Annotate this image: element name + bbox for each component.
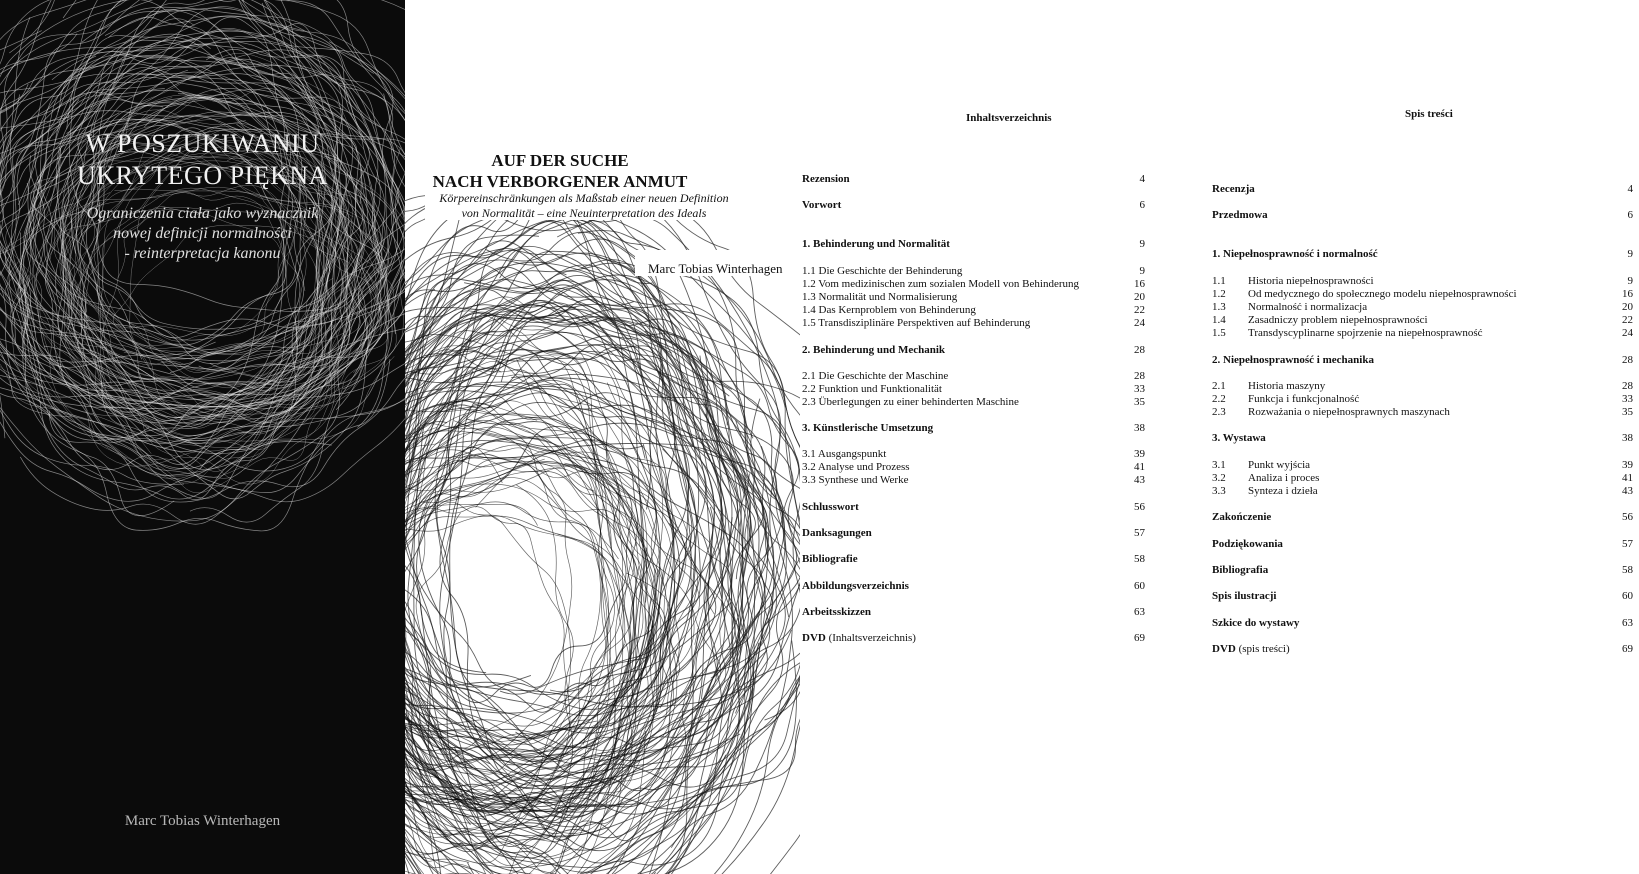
toc-heading: Inhaltsverzeichnis <box>966 112 1052 124</box>
toc-entry-page-number: 41 <box>1134 461 1145 473</box>
toc-entry-number: 1.5 <box>1212 327 1226 339</box>
toc-entry <box>802 303 976 317</box>
toc-entry <box>802 382 942 396</box>
toc-entry-number: 1.1 <box>1212 275 1226 287</box>
toc-entry-label: Szkice do wystawy <box>1212 617 1300 629</box>
toc-entry <box>1212 313 1428 327</box>
toc-entry-page-number: 6 <box>1627 209 1633 221</box>
toc-entry-label: 1. Niepełnosprawność i normalność <box>1212 248 1378 260</box>
toc-entry-label: Podziękowania <box>1212 538 1283 550</box>
toc-entry-page-number: 56 <box>1134 501 1145 513</box>
toc-entry <box>802 237 950 251</box>
toc-entry-label: 1.2 Vom medizinischen zum sozialen Modell von Behinderung <box>802 278 1079 290</box>
toc-entry-page-number: 9 <box>1139 238 1145 250</box>
toc-entry <box>802 369 948 383</box>
toc-entry <box>802 264 962 278</box>
toc-entry-label: Rezension <box>802 173 850 185</box>
toc-entry-label-suffix: (Inhaltsverzeichnis) <box>825 632 916 644</box>
toc-entry <box>1212 616 1299 630</box>
toc-entry <box>1212 353 1374 367</box>
toc-entry-number: 1.4 <box>1212 314 1226 326</box>
toc-entry <box>1212 458 1310 472</box>
toc-entry <box>1212 379 1325 393</box>
toc-entry-label: 3.2 Analyse und Prozess <box>802 461 910 473</box>
toc-entry-page-number: 28 <box>1622 354 1633 366</box>
toc-entry <box>1212 208 1268 222</box>
toc-entry <box>1212 287 1517 301</box>
toc-entry-page-number: 35 <box>1622 406 1633 418</box>
toc-entry <box>1212 510 1271 524</box>
toc-entry-label: Analiza i proces <box>1248 472 1320 484</box>
toc-entry-number: 1.2 <box>1212 288 1226 300</box>
toc-entry-label: 1. Behinderung und Normalität <box>802 238 950 250</box>
german-cover-subtitle-line1: Körpereinschränkungen als Maßstab einer neuen Definition <box>439 191 729 205</box>
toc-entry <box>1212 589 1276 603</box>
toc-entry-page-number: 60 <box>1134 580 1145 592</box>
toc-entry-label: Normalność i normalizacja <box>1248 301 1368 313</box>
toc-entry <box>802 526 872 540</box>
toc-entry-page-number: 35 <box>1134 396 1145 408</box>
toc-entry <box>802 421 933 435</box>
polish-cover-subtitle-line1: Ograniczenia ciała jako wyznacznik <box>86 205 319 222</box>
toc-entry-page-number: 63 <box>1622 617 1633 629</box>
toc-entry-page-number: 39 <box>1134 448 1145 460</box>
toc-entry-page-number: 69 <box>1622 643 1633 655</box>
toc-entry-label: Historia niepełnosprawności <box>1248 275 1374 287</box>
toc-entry-page-number: 16 <box>1622 288 1633 300</box>
toc-entry-page-number: 9 <box>1139 265 1145 277</box>
toc-entry-page-number: 16 <box>1134 278 1145 290</box>
toc-entry-page-number: 39 <box>1622 459 1633 471</box>
toc-entry-number: 2.1 <box>1212 380 1226 392</box>
toc-entry-label: 1.4 Das Kernproblem von Behinderung <box>802 304 976 316</box>
toc-entry <box>1212 274 1374 288</box>
toc-entry <box>802 460 910 474</box>
toc-entry-page-number: 20 <box>1622 301 1633 313</box>
toc-entry <box>802 447 886 461</box>
toc-entry-page-number: 4 <box>1627 183 1633 195</box>
polish-table-of-contents <box>1210 0 1639 874</box>
toc-entry <box>1212 431 1266 445</box>
toc-entry-label: Bibliografie <box>802 553 858 565</box>
toc-entry-page-number: 58 <box>1134 553 1145 565</box>
toc-entry-page-number: 6 <box>1139 199 1145 211</box>
toc-entry-label: Funkcja i funkcjonalność <box>1248 393 1360 405</box>
toc-entry-label: 1.5 Transdisziplinäre Perspektiven auf Behinderung <box>802 317 1031 329</box>
toc-entry-number: 2.2 <box>1212 393 1226 405</box>
german-cover-author: Marc Tobias Winterhagen <box>648 261 783 276</box>
toc-entry-page-number: 56 <box>1622 511 1633 523</box>
polish-cover <box>0 0 405 874</box>
toc-entry-label: Abbildungsverzeichnis <box>802 580 909 592</box>
toc-entry-page-number: 24 <box>1134 317 1145 329</box>
toc-entry-label: Zakończenie <box>1212 511 1272 523</box>
toc-entry <box>802 579 909 593</box>
german-cover <box>405 0 800 874</box>
toc-entry-page-number: 38 <box>1134 422 1145 434</box>
toc-entry-page-number: 28 <box>1622 380 1633 392</box>
toc-entry <box>802 473 908 487</box>
toc-entry <box>802 277 1079 291</box>
toc-entry <box>1212 537 1283 551</box>
toc-entry-page-number: 20 <box>1134 291 1145 303</box>
toc-entry <box>1212 300 1367 314</box>
toc-entry <box>802 605 871 619</box>
toc-entry-page-number: 43 <box>1622 485 1633 497</box>
toc-entry-number: 2.3 <box>1212 406 1226 418</box>
toc-entry <box>1212 247 1378 261</box>
toc-entry <box>802 198 841 212</box>
toc-entry-label: 2.2 Funktion und Funktionalität <box>802 383 942 395</box>
toc-entry-label: Arbeitsskizzen <box>802 606 872 618</box>
scribble-artwork-dark <box>405 0 800 874</box>
toc-entry <box>1212 326 1483 340</box>
toc-entry-label-suffix: (spis treści) <box>1235 643 1290 655</box>
toc-entry-label: Punkt wyjścia <box>1248 459 1311 471</box>
toc-entry-page-number: 43 <box>1134 474 1145 486</box>
toc-heading: Spis treści <box>1405 108 1453 120</box>
toc-entry-page-number: 28 <box>1134 370 1145 382</box>
toc-entry-label: Od medycznego do społecznego modelu niepełnosprawności <box>1248 288 1517 300</box>
toc-entry-label: DVD <box>802 632 826 644</box>
toc-entry-page-number: 22 <box>1134 304 1145 316</box>
toc-entry-page-number: 69 <box>1134 632 1145 644</box>
toc-entry-page-number: 58 <box>1622 564 1633 576</box>
toc-entry-label: Schlusswort <box>802 501 859 513</box>
toc-entry-page-number: 28 <box>1134 344 1145 356</box>
toc-entry-label: Bibliografia <box>1212 564 1269 576</box>
toc-entry-label: 1.1 Die Geschichte der Behinderung <box>802 265 963 277</box>
toc-entry-page-number: 9 <box>1627 248 1633 260</box>
toc-entry-label: Przedmowa <box>1212 209 1268 221</box>
toc-entry-label: Danksagungen <box>802 527 872 539</box>
toc-entry <box>802 500 859 514</box>
toc-entry-page-number: 57 <box>1622 538 1633 550</box>
toc-entry-label: 3.1 Ausgangspunkt <box>802 448 887 460</box>
toc-entry-label: Recenzja <box>1212 183 1255 195</box>
toc-entry <box>1212 392 1359 406</box>
toc-entry-label: DVD <box>1212 643 1236 655</box>
polish-cover-subtitle-line3: - reinterpretacja kanonu <box>124 245 281 262</box>
toc-entry <box>802 316 1030 330</box>
toc-entry-label: 2. Niepełnosprawność i mechanika <box>1212 354 1374 366</box>
toc-entry <box>802 395 1019 409</box>
toc-entry-page-number: 57 <box>1134 527 1145 539</box>
toc-entry-label: Zasadniczy problem niepełnosprawności <box>1248 314 1428 326</box>
toc-entry-page-number: 33 <box>1622 393 1633 405</box>
toc-entry-number: 3.1 <box>1212 459 1226 471</box>
toc-entry-number: 3.2 <box>1212 472 1226 484</box>
toc-entry <box>1212 182 1255 196</box>
toc-entry <box>802 172 850 186</box>
toc-entry-label: Historia maszyny <box>1248 380 1326 392</box>
toc-entry <box>1212 484 1318 498</box>
german-cover-title-line2: NACH VERBORGENER ANMUT <box>432 172 688 191</box>
toc-entry <box>1212 642 1290 656</box>
polish-cover-subtitle-line2: nowej definicji normalności <box>113 225 292 242</box>
german-cover-title-line1: AUF DER SUCHE <box>491 151 629 170</box>
toc-entry-label: 3.3 Synthese und Werke <box>802 474 909 486</box>
toc-entry <box>802 631 916 645</box>
toc-entry-number: 1.3 <box>1212 301 1226 313</box>
toc-entry <box>1212 563 1268 577</box>
toc-entry-label: Rozważania o niepełnosprawnych maszynach <box>1248 406 1450 418</box>
toc-entry-page-number: 22 <box>1622 314 1633 326</box>
toc-entry <box>802 552 858 566</box>
toc-entry-number: 3.3 <box>1212 485 1226 497</box>
toc-entry-label: 2.1 Die Geschichte der Maschine <box>802 370 949 382</box>
toc-entry-page-number: 38 <box>1622 432 1633 444</box>
toc-entry <box>802 343 945 357</box>
polish-cover-author: Marc Tobias Winterhagen <box>124 813 281 829</box>
toc-entry-page-number: 60 <box>1622 590 1633 602</box>
toc-entry <box>1212 471 1319 485</box>
german-table-of-contents <box>800 0 1210 874</box>
toc-entry-page-number: 33 <box>1134 383 1145 395</box>
toc-entry-page-number: 24 <box>1622 327 1633 339</box>
toc-entry <box>802 290 957 304</box>
toc-entry-label: Synteza i dzieła <box>1248 485 1318 497</box>
toc-entry-label: 2.3 Überlegungen zu einer behinderten Maschine <box>802 396 1019 408</box>
toc-entry-label: 3. Künstlerische Umsetzung <box>802 422 934 434</box>
toc-entry-label: 2. Behinderung und Mechanik <box>802 344 946 356</box>
toc-entry <box>1212 405 1450 419</box>
toc-entry-label: Vorwort <box>802 199 842 211</box>
polish-cover-title-line1: W POSZUKIWANIU <box>85 129 320 158</box>
toc-entry-page-number: 9 <box>1627 275 1633 287</box>
toc-entry-label: 1.3 Normalität und Normalisierung <box>802 291 958 303</box>
toc-entry-label: Spis ilustracji <box>1212 590 1277 602</box>
toc-entry-page-number: 63 <box>1134 606 1145 618</box>
toc-entry-page-number: 4 <box>1139 173 1145 185</box>
toc-entry-page-number: 41 <box>1622 472 1633 484</box>
polish-cover-title-line2: UKRYTEGO PIĘKNA <box>77 161 328 190</box>
toc-entry-label: Transdyscyplinarne spojrzenie na niepełnosprawność <box>1248 327 1483 339</box>
toc-entry-label: 3. Wystawa <box>1212 432 1266 444</box>
german-cover-subtitle-line2: von Normalität – eine Neuinterpretation des Ideals <box>461 206 707 220</box>
